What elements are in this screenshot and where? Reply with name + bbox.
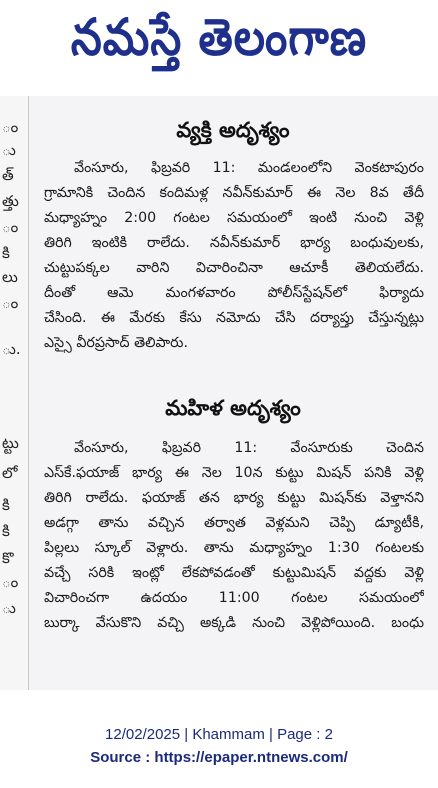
fragment-char: ం (2, 118, 19, 136)
source-link[interactable]: Source : https://epaper.ntnews.com/ (90, 749, 348, 766)
fragment-char: కి (2, 244, 10, 262)
masthead (0, 0, 438, 88)
article-line: చేసింది. ఈ మేరకు కేసు నమోదు చేసి దర్యాప్తు చేస్తున్నట్లు (44, 310, 424, 326)
fragment-char: కి (2, 522, 10, 540)
fragment-char: ు (2, 141, 16, 159)
edition-info: 12/02/2025 | Khammam | Page : 2 (105, 726, 333, 743)
fragment-char: ం (2, 573, 19, 591)
fragment-char: కి (2, 496, 10, 514)
fragment-char: ం (2, 294, 19, 312)
fragment-char: కొ (2, 549, 14, 567)
article-line: విచారించగా ఉదయం 11:00 గంటల సమయంలో (44, 590, 424, 606)
fragment-char: ం (2, 218, 19, 236)
article-line: దీంతో ఆమె మంగళవారం పోలీస్‌స్టేషన్‌లో ఫిర్యాదు (44, 285, 424, 301)
fragment-char: లో (2, 464, 18, 482)
article-line: చుట్టుపక్కల వారిని విచారించినా ఆచూకీ తెలియలేదు. (44, 260, 424, 276)
fragment-char: ట్టు (2, 434, 19, 452)
article-line: ఎస్సై వీరప్రసాద్ తెలిపారు. (44, 335, 188, 351)
article-line: మధ్యాహ్నం 2:00 గంటల సమయంలో ఇంటి నుంచి వెళ్లి (44, 210, 424, 226)
adjacent-column-fragment (0, 96, 29, 690)
article-headline: మహిళ అదృశ్యం (165, 396, 301, 420)
article-line: వేంసూరు, ఫిబ్రవరి 11: వేంసూరుకు చెందిన (74, 440, 424, 456)
article-headline: వ్యక్తి అదృశ్యం (176, 118, 290, 142)
article-line: తిరిగి రాలేదు. ఫయాజ్ తన భార్య కుట్టు మిషన్‌కు వెళ్తానని (44, 490, 424, 506)
article-line: బుర్కా వేసుకొని వచ్చి అక్కడి నుంచి వెళ్లిపోయింది. బంధు (44, 615, 424, 631)
article-line: అడగ్గా తాను వచ్చిన తర్వాత వెళ్లమని చెప్పి డ్యూటీకి, (44, 515, 424, 531)
newspaper-title: నమస్తే తెలంగాణ (70, 8, 368, 67)
fragment-char: ు. (2, 340, 21, 358)
news-clipping (0, 96, 438, 690)
article-line: వేంసూరు, ఫిబ్రవరి 11: మండలంలోని వెంకటాపురం (74, 160, 424, 176)
article-line: తిరిగి ఇంటికి రాలేదు. నవీన్‌కుమార్ భార్య బంధువులకు, (44, 235, 424, 251)
article-line: గ్రామానికి చెందిన కందిమళ్ల నవీన్‌కుమార్ ఈ నెల 8వ తేదీ (44, 185, 424, 201)
fragment-char: త్తు (2, 192, 19, 210)
article-line: పిల్లలు స్కూల్ వెళ్లారు. తాను మధ్యాహ్నం 1:30 గంటలకు (44, 540, 424, 556)
fragment-char: ు (2, 599, 16, 617)
article-line: ఎస్‌కే.ఫయాజ్ భార్య ఈ నెల 10న కుట్టు మిషన్ పనికి వెళ్లి (44, 465, 424, 481)
fragment-char: త్ (2, 166, 14, 184)
fragment-char: లు (2, 268, 18, 286)
article-line: వచ్చే సరికి ఇంట్లో లేకపోవడంతో కుట్టుమిషన్ వద్దకు వెళ్లి (44, 565, 424, 581)
